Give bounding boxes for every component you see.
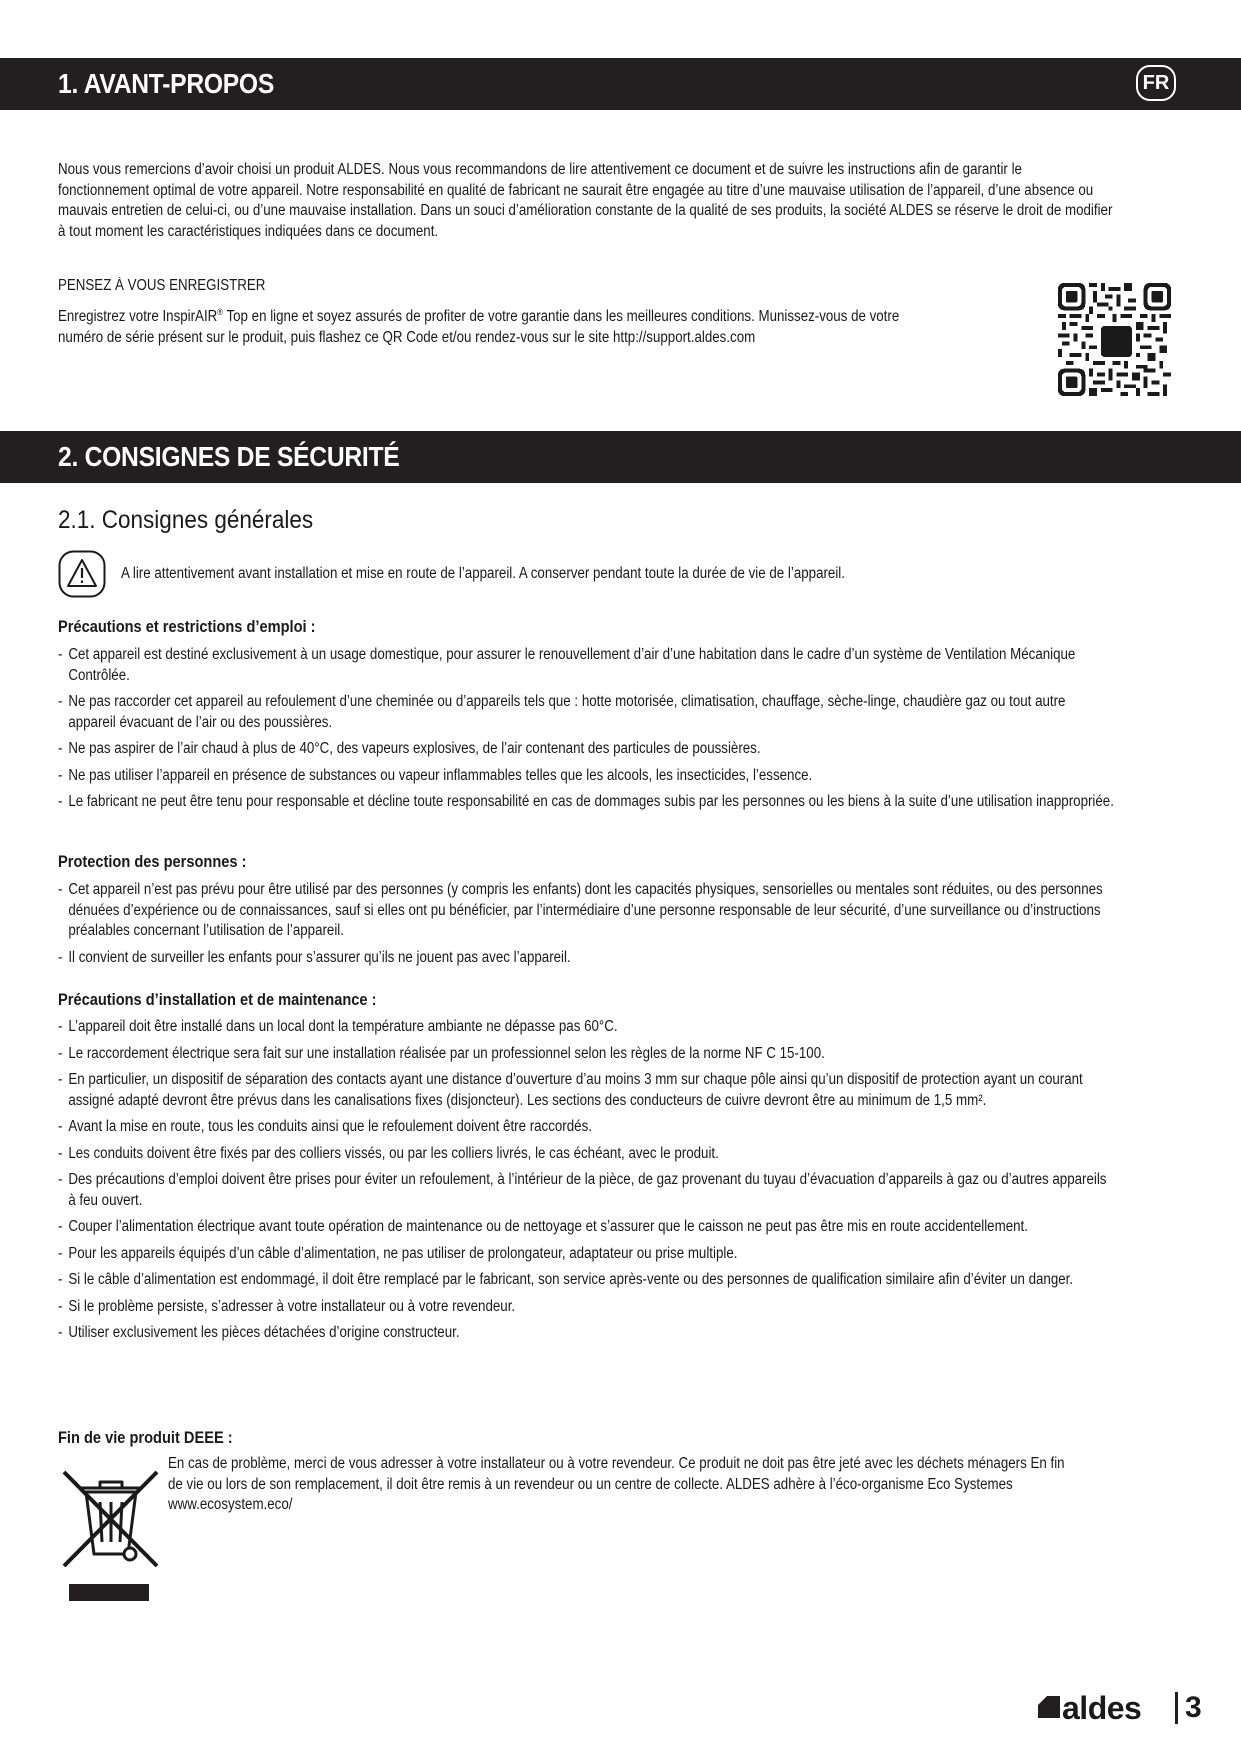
list-item: - Ne pas raccorder cet appareil au refoulement d’une cheminée ou d’appareils tels que : hotte motorisée, climatisation, chauffage, sèche-linge, chaudière gaz ou tout autre appareil évacuant de l’air ou des poussières. [58, 692, 1116, 733]
qr-code-icon[interactable] [1058, 283, 1171, 396]
list-item: - Utiliser exclusivement les pièces détachées d’origine constructeur. [58, 1323, 1116, 1344]
logo-separator [1175, 1692, 1178, 1724]
group-1-list [58, 645, 1116, 819]
warning-triangle-icon [58, 550, 106, 598]
deee-heading: Fin de vie produit DEEE : [58, 1428, 233, 1447]
intro-paragraph: Nous vous remercions d’avoir choisi un produit ALDES. Nous vous recommandons de lire attentivement ce document et de suivre les instructions afin de garantir le fonctionnement optimal de votre appareil. Notre responsabilité en qualité de fabricant ne saurait être engagée au titre d’une mauvaise utilisation de l’appareil, d’une absence ou mauvais entretien de celui-ci, ou d’une mauvaise installation. Dans un souci d’amélioration constante de la qualité de ses produits, la société ALDES se réserve le droit de modifier à tout moment les caractéristiques indiquées dans ce document. [58, 161, 1113, 240]
deee-paragraph: En cas de problème, merci de vous adresser à votre installateur ou à votre revendeur. Ce produit ne doit pas être jeté avec les déchets ménagers En fin de vie ou lors de son remplacement, il doit être remis à un revendeur ou un centre de collecte. ALDES adhère à l’éco-organisme Eco Systemes www.ecosystem.eco/ [168, 1455, 1065, 1513]
group-1-heading: Précautions et restrictions d’emploi : [58, 617, 316, 636]
list-item: - Ne pas utiliser l’appareil en présence de substances ou vapeur inflammables telles que les alcools, les insecticides, l’essence. [58, 766, 1116, 787]
section-2-title: 2. CONSIGNES DE SÉCURITÉ [58, 441, 400, 472]
list-item: - Cet appareil est destiné exclusivement à un usage domestique, pour assurer le renouvellement d’air d’une habitation dans le cadre d’un système de Ventilation Mécanique Contrôlée. [58, 645, 1116, 686]
list-item: - Si le câble d’alimentation est endommagé, il doit être remplacé par le fabricant, son service après-vente ou des personnes de qualification similaire afin d’éviter un danger. [58, 1270, 1116, 1291]
section-2-header-bar [0, 431, 1241, 483]
crossed-out-bin-icon [58, 1462, 163, 1574]
weee-marking-bar [69, 1584, 149, 1601]
list-item: - L’appareil doit être installé dans un local dont la température ambiante ne dépasse pas 60°C. [58, 1017, 1116, 1038]
list-item: - Des précautions d’emploi doivent être prises pour éviter un refoulement, à l’intérieur de la pièce, de gaz provenant du tuyau d’évacuation d’appareils à gaz ou d’autres appareils à feu ouvert. [58, 1170, 1116, 1211]
register-heading: PENSEZ À VOUS ENREGISTRER [58, 277, 266, 294]
section-1-header-bar [0, 58, 1241, 110]
list-item: - Avant la mise en route, tous les conduits ainsi que le refoulement doivent être raccordés. [58, 1117, 1116, 1138]
group-3-list [58, 1017, 1116, 1350]
page-number: 3 [1185, 1691, 1202, 1724]
list-item: - Si le problème persiste, s’adresser à votre installateur ou à votre revendeur. [58, 1297, 1116, 1318]
list-item: - Cet appareil n’est pas prévu pour être utilisé par des personnes (y compris les enfants) dont les capacités physiques, sensorielles ou mentales sont réduites, ou des personnes dénuées d’expérience ou de connaissances, sauf si elles ont pu bénéficier, par l’intermédiaire d’une personne responsable de leur sécurité, d’une surveillance ou d’instructions préalables concernant l’utilisation de l’appareil. [58, 880, 1116, 942]
group-2-list [58, 880, 1116, 974]
list-item: - Les conduits doivent être fixés par des colliers vissés, ou par les colliers livrés, le cas échéant, avec le produit. [58, 1144, 1116, 1165]
language-badge: FR [1136, 65, 1176, 101]
group-3-heading: Précautions d’installation et de maintenance : [58, 990, 377, 1009]
list-item: - Pour les appareils équipés d’un câble d’alimentation, ne pas utiliser de prolongateur, adaptateur ou prise multiple. [58, 1244, 1116, 1265]
list-item: - En particulier, un dispositif de séparation des contacts ayant une distance d’ouverture d’au moins 3 mm sur chaque pôle ainsi qu’un dispositif de protection ayant un courant assigné adapté devront être prévus dans les canalisations fixes (disjoncteur). Les sections des conducteurs de cuivre devront être au minimum de 1,5 mm². [58, 1070, 1116, 1111]
register-text-b: Top en ligne et soyez assurés de profiter de votre garantie dans les meilleures conditions. Munissez-vous de votre numéro de série présent sur le produit, puis flashez ce QR Code et/ou rendez-vous sur le site http://support.aldes.com [58, 308, 900, 346]
list-item: - Couper l’alimentation électrique avant toute opération de maintenance ou de nettoyage et s’assurer que le caisson ne peut pas être mis en route accidentellement. [58, 1217, 1116, 1238]
list-item: - Il convient de surveiller les enfants pour s’assurer qu’ils ne jouent pas avec l’appareil. [58, 948, 1116, 969]
aldes-logo-mark-icon [1038, 1696, 1060, 1718]
list-item: - Ne pas aspirer de l’air chaud à plus de 40°C, des vapeurs explosives, de l’air contenant des particules de poussières. [58, 739, 1116, 760]
register-paragraph [58, 302, 918, 348]
list-item: - Le fabricant ne peut être tenu pour responsable et décline toute responsabilité en cas de dommages subis par les personnes ou les biens à la suite d’une utilisation inappropriée. [58, 792, 1116, 813]
registered-mark: ® [217, 307, 223, 317]
list-item: - Le raccordement électrique sera fait sur une installation réalisée par un professionnel selon les règles de la norme NF C 15-100. [58, 1044, 1116, 1065]
brand-name: aldes [1062, 1690, 1142, 1726]
section-1-title: 1. AVANT-PROPOS [58, 68, 275, 99]
warning-text: A lire attentivement avant installation et mise en route de l’appareil. A conserver pendant toute la durée de vie de l’appareil. [121, 565, 845, 582]
register-text-a: Enregistrez votre InspirAIR [58, 308, 218, 326]
group-2-heading: Protection des personnes : [58, 852, 247, 871]
subsection-title: 2.1. Consignes générales [58, 506, 314, 534]
